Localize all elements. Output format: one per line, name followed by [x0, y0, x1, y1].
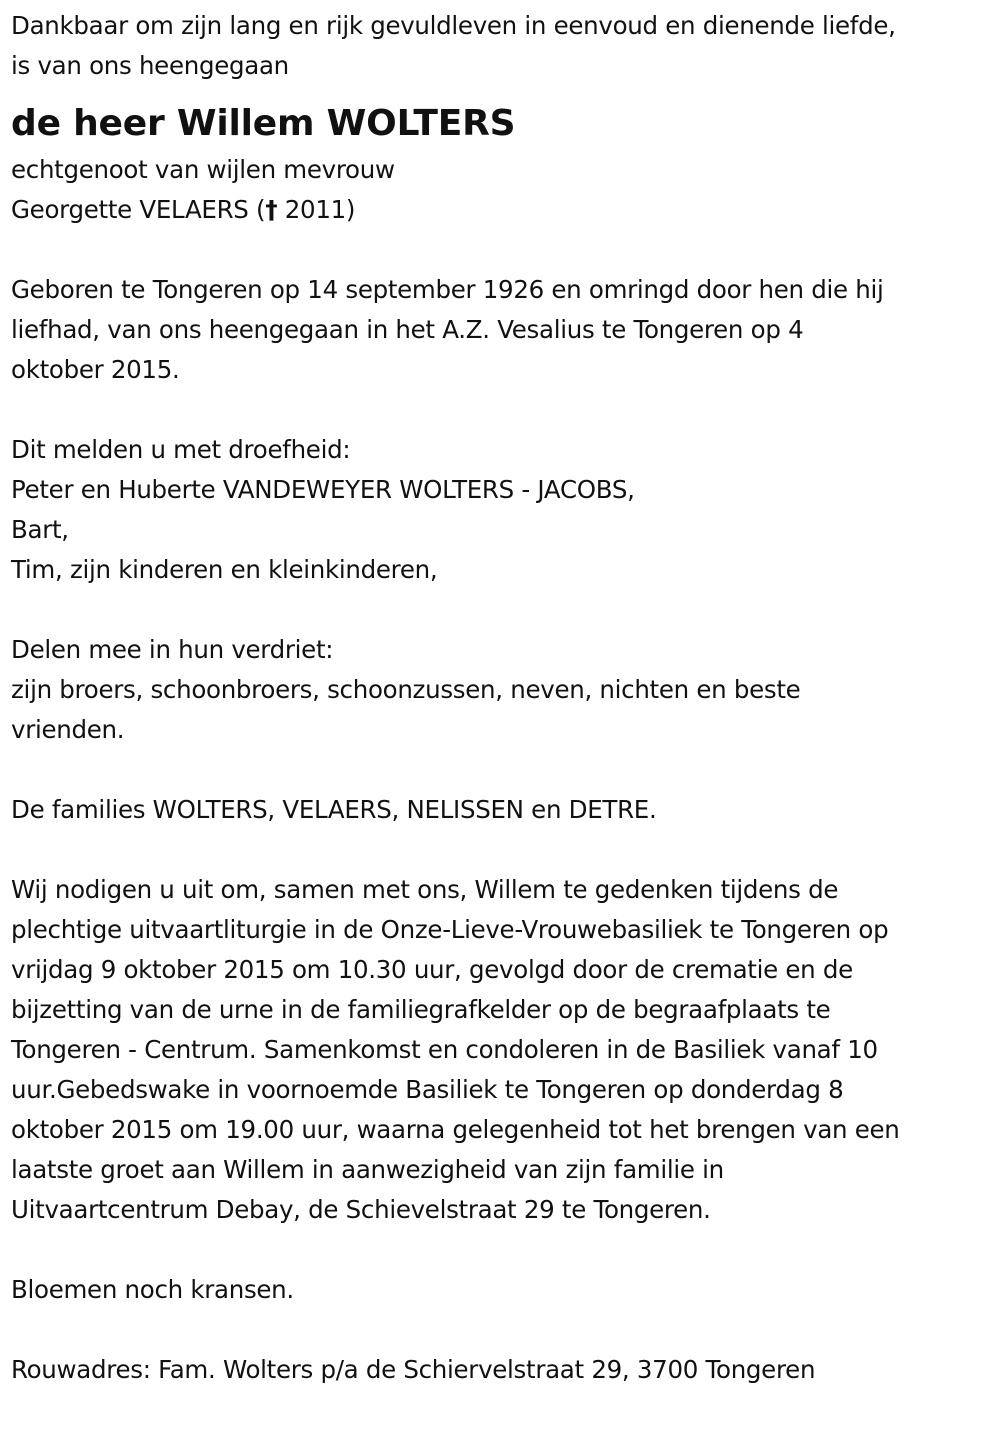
invitation-line: Tongeren - Centrum. Samenkomst en condoleren in de Basiliek vanaf 10: [11, 1035, 878, 1064]
sharing-line-2: vrienden.: [11, 715, 125, 744]
spacer: [11, 830, 988, 870]
spacer: [11, 1310, 988, 1350]
spacer: [11, 390, 988, 430]
announcers-line-3: Tim, zijn kinderen en kleinkinderen,: [11, 555, 438, 584]
invitation-line: bijzetting van de urne in de familiegrafkelder op de begraafplaats te: [11, 995, 831, 1024]
announcers-line-1: Peter en Huberte VANDEWEYER WOLTERS - JACOBS,: [11, 475, 635, 504]
spouse-death-year: 2011): [277, 195, 356, 224]
invitation-line: uur.Gebedswake in voornoemde Basiliek te Tongeren op donderdag 8: [11, 1075, 844, 1104]
spacer: [11, 230, 988, 270]
deceased-name: de heer Willem WOLTERS: [11, 103, 516, 144]
intro-line-1: Dankbaar om zijn lang en rijk gevuldleven in eenvoud en dienende liefde,: [11, 11, 896, 40]
invitation-line: plechtige uitvaartliturgie in de Onze-Lieve-Vrouwebasiliek te Tongeren op: [11, 915, 889, 944]
intro-line-2: is van ons heengegaan: [11, 51, 289, 80]
announcers-heading: Dit melden u met droefheid:: [11, 435, 351, 464]
spacer: [11, 590, 988, 630]
spouse-line: echtgenoot van wijlen mevrouw: [11, 155, 395, 184]
mourning-address: Rouwadres: Fam. Wolters p/a de Schiervelstraat 29, 3700 Tongeren: [11, 1355, 816, 1384]
birth-death-line-1: Geboren te Tongeren op 14 september 1926 en omringd door hen die hij: [11, 275, 884, 304]
sharing-line-1: zijn broers, schoonbroers, schoonzussen, neven, nichten en beste: [11, 675, 801, 704]
announcers-line-2: Bart,: [11, 515, 69, 544]
flowers-line: Bloemen noch kransen.: [11, 1275, 294, 1304]
spacer: [11, 750, 988, 790]
cross-icon: †: [265, 195, 278, 224]
invitation-line: laatste groet aan Willem in aanwezigheid van zijn familie in: [11, 1155, 724, 1184]
invitation-line: oktober 2015 om 19.00 uur, waarna gelegenheid tot het brengen van een: [11, 1115, 900, 1144]
invitation-line: vrijdag 9 oktober 2015 om 10.30 uur, gevolgd door de crematie en de: [11, 955, 853, 984]
spouse-name: Georgette VELAERS (: [11, 195, 266, 224]
sharing-heading: Delen mee in hun verdriet:: [11, 635, 334, 664]
spouse-name-line: [11, 190, 988, 230]
invitation-line: Uitvaartcentrum Debay, de Schievelstraat 29 te Tongeren.: [11, 1195, 711, 1224]
families-line: De families WOLTERS, VELAERS, NELISSEN en DETRE.: [11, 795, 657, 824]
birth-death-line-3: oktober 2015.: [11, 355, 180, 384]
birth-death-line-2: liefhad, van ons heengegaan in het A.Z. Vesalius te Tongeren op 4: [11, 315, 804, 344]
spacer: [11, 1230, 988, 1270]
invitation-line: Wij nodigen u uit om, samen met ons, Willem te gedenken tijdens de: [11, 875, 839, 904]
